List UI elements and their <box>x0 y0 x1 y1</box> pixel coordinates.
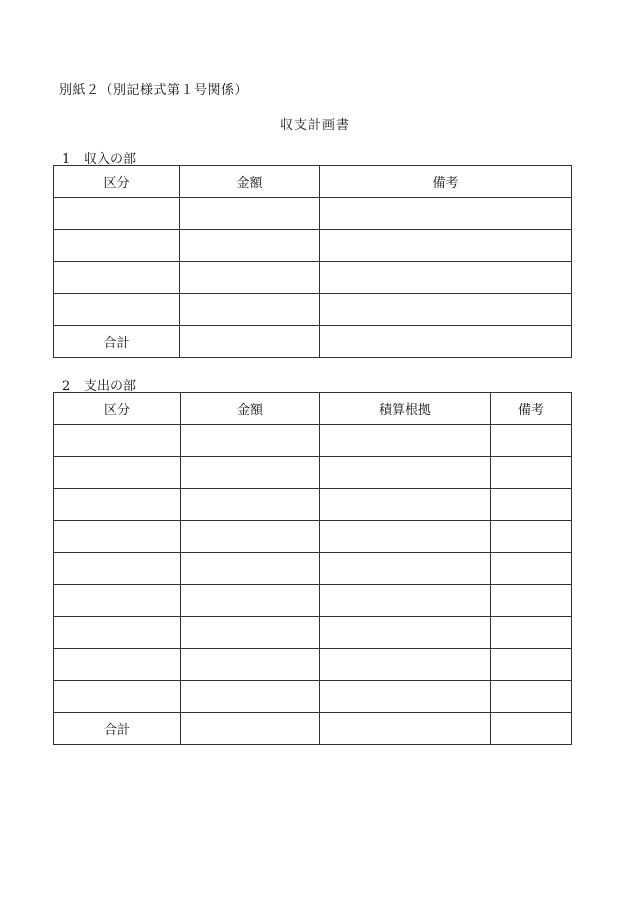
income-section-number: 1 <box>62 152 71 167</box>
expense-table <box>53 392 572 745</box>
table-row <box>54 649 572 681</box>
expense-total-basis[interactable] <box>320 713 491 745</box>
table-row <box>54 294 572 326</box>
income-cell-category[interactable] <box>54 262 180 294</box>
expense-cell-remarks[interactable] <box>491 489 572 521</box>
expense-cell-category[interactable] <box>54 553 181 585</box>
expense-cell-basis[interactable] <box>320 489 491 521</box>
expense-cell-remarks[interactable] <box>491 457 572 489</box>
expense-cell-amount[interactable] <box>181 649 320 681</box>
income-total-remarks[interactable] <box>320 326 572 358</box>
income-cell-amount[interactable] <box>180 230 320 262</box>
attachment-note: 別紙２（別記様式第１号関係） <box>59 83 249 98</box>
income-col-amount: 金額 <box>180 166 320 198</box>
expense-total-amount[interactable] <box>181 713 320 745</box>
income-total-label: 合計 <box>54 326 180 358</box>
expense-section-number: 2 <box>62 379 71 394</box>
income-cell-amount[interactable] <box>180 262 320 294</box>
expense-cell-category[interactable] <box>54 617 181 649</box>
expense-col-category: 区分 <box>54 393 181 425</box>
expense-cell-remarks[interactable] <box>491 617 572 649</box>
expense-cell-basis[interactable] <box>320 649 491 681</box>
expense-total-row <box>54 713 572 745</box>
income-section-title: 収入の部 <box>84 152 137 167</box>
table-row <box>54 457 572 489</box>
income-total-row <box>54 326 572 358</box>
expense-cell-remarks[interactable] <box>491 521 572 553</box>
expense-cell-amount[interactable] <box>181 425 320 457</box>
expense-col-amount: 金額 <box>181 393 320 425</box>
expense-cell-basis[interactable] <box>320 617 491 649</box>
expense-cell-category[interactable] <box>54 649 181 681</box>
expense-total-remarks[interactable] <box>491 713 572 745</box>
income-cell-category[interactable] <box>54 198 180 230</box>
expense-cell-category[interactable] <box>54 489 181 521</box>
expense-cell-amount[interactable] <box>181 521 320 553</box>
expense-cell-category[interactable] <box>54 585 181 617</box>
expense-cell-amount[interactable] <box>181 617 320 649</box>
income-cell-category[interactable] <box>54 230 180 262</box>
income-cell-remarks[interactable] <box>320 262 572 294</box>
expense-cell-basis[interactable] <box>320 681 491 713</box>
table-row <box>54 489 572 521</box>
table-row <box>54 617 572 649</box>
income-col-remarks: 備考 <box>320 166 572 198</box>
income-cell-category[interactable] <box>54 294 180 326</box>
expense-cell-remarks[interactable] <box>491 425 572 457</box>
table-row <box>54 553 572 585</box>
expense-cell-basis[interactable] <box>320 521 491 553</box>
income-table <box>53 165 572 358</box>
expense-cell-basis[interactable] <box>320 553 491 585</box>
expense-cell-basis[interactable] <box>320 425 491 457</box>
expense-header-row <box>54 393 572 425</box>
expense-cell-remarks[interactable] <box>491 553 572 585</box>
expense-cell-remarks[interactable] <box>491 649 572 681</box>
expense-cell-category[interactable] <box>54 457 181 489</box>
expense-cell-remarks[interactable] <box>491 681 572 713</box>
expense-cell-basis[interactable] <box>320 457 491 489</box>
table-row <box>54 198 572 230</box>
expense-col-basis: 積算根拠 <box>320 393 491 425</box>
income-col-category: 区分 <box>54 166 180 198</box>
expense-cell-basis[interactable] <box>320 585 491 617</box>
table-row <box>54 425 572 457</box>
expense-cell-amount[interactable] <box>181 489 320 521</box>
expense-cell-amount[interactable] <box>181 585 320 617</box>
expense-cell-amount[interactable] <box>181 681 320 713</box>
table-row <box>54 681 572 713</box>
table-row <box>54 521 572 553</box>
table-row <box>54 262 572 294</box>
expense-cell-amount[interactable] <box>181 553 320 585</box>
expense-cell-category[interactable] <box>54 681 181 713</box>
expense-cell-category[interactable] <box>54 521 181 553</box>
income-cell-remarks[interactable] <box>320 230 572 262</box>
expense-total-label: 合計 <box>54 713 181 745</box>
expense-cell-amount[interactable] <box>181 457 320 489</box>
income-cell-remarks[interactable] <box>320 198 572 230</box>
income-cell-amount[interactable] <box>180 294 320 326</box>
table-row <box>54 585 572 617</box>
expense-cell-remarks[interactable] <box>491 585 572 617</box>
income-header-row <box>54 166 572 198</box>
document-title: 収支計画書 <box>279 118 350 133</box>
expense-section-title: 支出の部 <box>84 379 137 394</box>
table-row <box>54 230 572 262</box>
expense-col-remarks: 備考 <box>491 393 572 425</box>
income-cell-remarks[interactable] <box>320 294 572 326</box>
income-total-amount[interactable] <box>180 326 320 358</box>
income-cell-amount[interactable] <box>180 198 320 230</box>
expense-cell-category[interactable] <box>54 425 181 457</box>
